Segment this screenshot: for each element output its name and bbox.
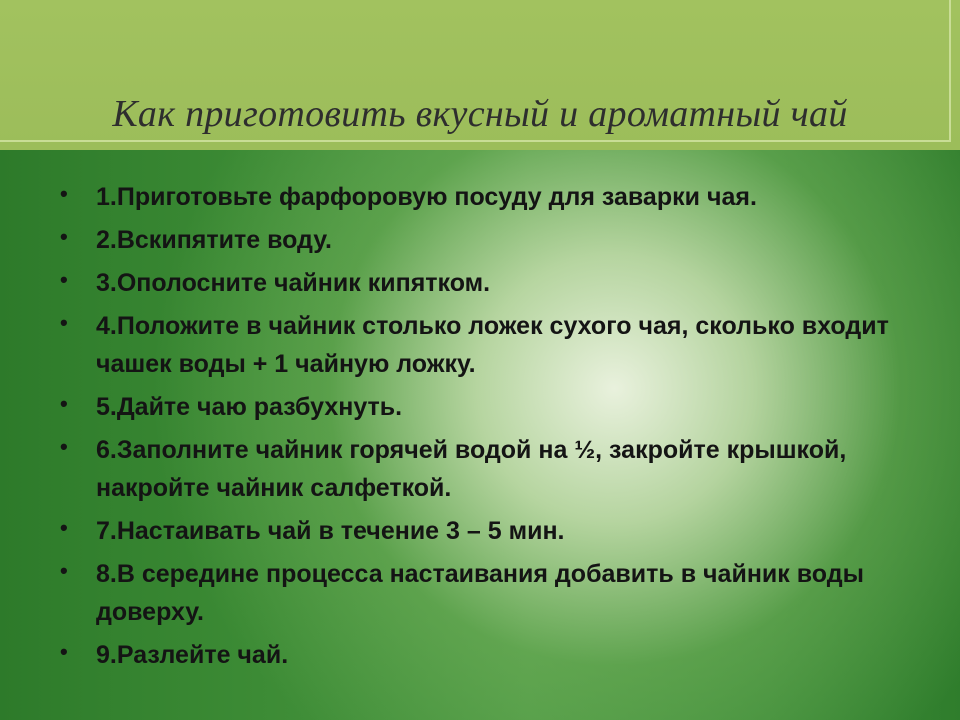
bullet-icon: • <box>60 639 68 664</box>
list-item <box>56 431 916 507</box>
bullet-icon: • <box>60 434 68 459</box>
list-item <box>56 636 916 674</box>
bullet-icon: • <box>60 515 68 540</box>
bullet-icon: • <box>60 391 68 416</box>
list-item <box>56 512 916 550</box>
bullet-icon: • <box>60 558 68 583</box>
list-item-text: 1.Приготовьте фарфоровую посуду для заварки чая. <box>96 183 757 211</box>
list-item-text: 4.Положите в чайник столько ложек сухого чая, сколько входит чашек воды + 1 чайную ложку. <box>96 312 889 378</box>
bullet-icon: • <box>60 224 68 249</box>
list-item-text: 5.Дайте чаю разбухнуть. <box>96 393 403 421</box>
bullet-icon: • <box>60 310 68 335</box>
list-item <box>56 555 916 631</box>
list-item-text: 9.Разлейте чай. <box>96 641 289 669</box>
list-item-text: 7.Настаивать чай в течение 3 – 5 мин. <box>96 517 565 545</box>
list-item <box>56 178 916 216</box>
list-item-text: 2.Вскипятите воду. <box>96 226 332 254</box>
list-item <box>56 221 916 259</box>
list-item-text: 3.Ополосните чайник кипятком. <box>96 269 491 297</box>
list-item <box>56 264 916 302</box>
list-item <box>56 388 916 426</box>
bullet-icon: • <box>60 181 68 206</box>
list-item-text: 8.В середине процесса настаивания добавить в чайник воды доверху. <box>96 560 864 626</box>
list-item <box>56 307 916 383</box>
bullet-icon: • <box>60 267 68 292</box>
list-item-text: 6.Заполните чайник горячей водой на ½, закройте крышкой, накройте чайник салфеткой. <box>96 436 847 502</box>
instruction-list <box>56 178 916 679</box>
slide-title: Как приготовить вкусный и ароматный чай <box>112 93 848 135</box>
